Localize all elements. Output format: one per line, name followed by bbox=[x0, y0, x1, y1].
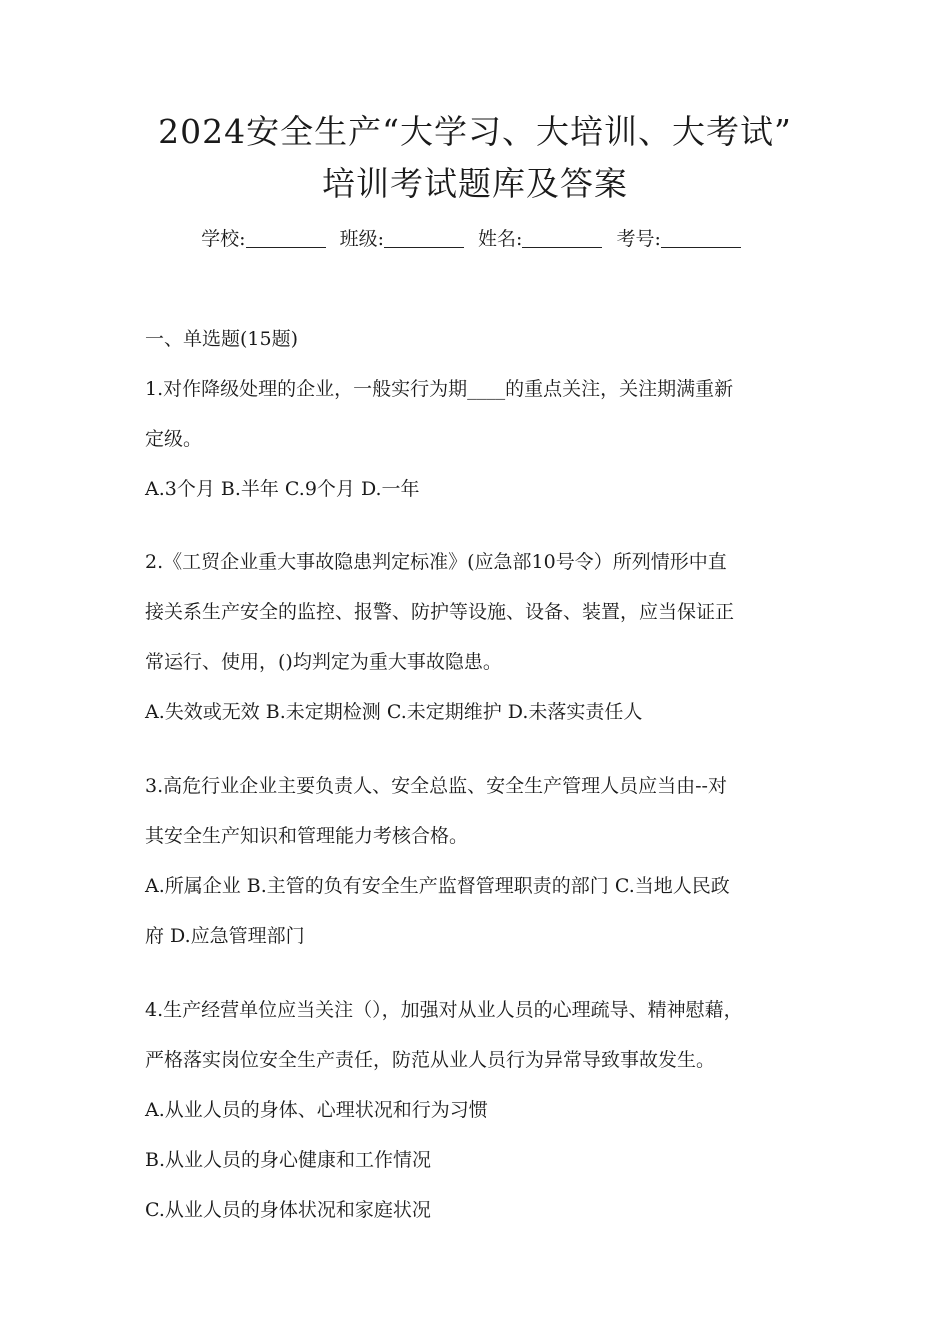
question-3-options-line-2: 府 D.应急管理部门 bbox=[145, 925, 305, 947]
school-blank bbox=[246, 229, 326, 248]
question-2-line-3: 常运行、使用，()均判定为重大事故隐患。 bbox=[145, 651, 502, 673]
class-label: 班级: bbox=[339, 228, 384, 250]
exam-no-blank bbox=[661, 229, 741, 248]
question-3-line-1: 3.高危行业企业主要负责人、安全总监、安全生产管理人员应当由--对 bbox=[145, 775, 727, 797]
page-title-line-2: 培训考试题库及答案 bbox=[322, 164, 628, 203]
exam-no-label: 考号: bbox=[616, 228, 661, 250]
section-heading: 一、单选题(15题) bbox=[145, 328, 299, 350]
question-4-option-c: C.从业人员的身体状况和家庭状况 bbox=[145, 1199, 431, 1221]
student-info-row bbox=[0, 224, 950, 251]
question-4-line-2: 严格落实岗位安全生产责任，防范从业人员行为异常导致事故发生。 bbox=[145, 1049, 716, 1071]
question-4-option-b: B.从业人员的身心健康和工作情况 bbox=[145, 1149, 432, 1171]
question-4-option-a: A.从业人员的身体、心理状况和行为习惯 bbox=[145, 1099, 488, 1121]
question-1-line-1: 1.对作降级处理的企业，一般实行为期____的重点关注，关注期满重新 bbox=[145, 378, 734, 400]
question-3-line-2: 其安全生产知识和管理能力考核合格。 bbox=[145, 825, 469, 847]
class-blank bbox=[384, 229, 464, 248]
name-blank bbox=[522, 229, 602, 248]
question-3-options-line-1: A.所属企业 B.主管的负有安全生产监督管理职责的部门 C.当地人民政 bbox=[145, 875, 730, 897]
question-1-options: A.3个月 B.半年 C.9个月 D.一年 bbox=[145, 478, 420, 500]
question-4-line-1: 4.生产经营单位应当关注（），加强对从业人员的心理疏导、精神慰藉， bbox=[145, 999, 743, 1021]
name-label: 姓名: bbox=[478, 228, 523, 250]
page-title-line-1: 2024安全生产“大学习、大培训、大考试” bbox=[158, 112, 792, 151]
question-2-options: A.失效或无效 B.未定期检测 C.未定期维护 D.未落实责任人 bbox=[145, 701, 643, 723]
question-1-line-2: 定级。 bbox=[145, 428, 203, 450]
question-2-line-1: 2.《工贸企业重大事故隐患判定标准》(应急部10号令）所列情形中直 bbox=[145, 551, 727, 573]
school-label: 学校: bbox=[201, 228, 246, 250]
question-2-line-2: 接关系生产安全的监控、报警、防护等设施、设备、装置，应当保证正 bbox=[145, 601, 735, 623]
